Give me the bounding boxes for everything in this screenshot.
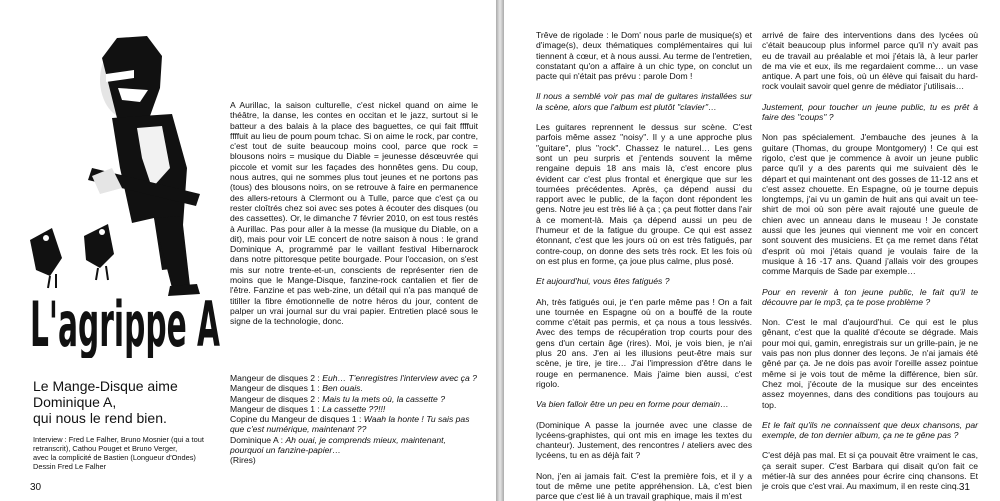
page-number: 30 (30, 482, 42, 493)
dialog-speaker: Dominique A (230, 434, 279, 445)
text-column-right (762, 30, 978, 501)
interview-question: Et aujourd'hui, vous êtes fatigués ? (536, 276, 670, 287)
interview-question: Va bien falloir être un peu en forme pour demain… (536, 399, 729, 410)
interview-answer: Ah, très fatigués oui, je t'en parle même pas ! On a fait une tournée en Espagne où on a bouffé de la route comme c'était pas permis, et ça nous a tous lessivés. Avec des temps de récupération trop courts pour des gens d'un certain âge (rires). Moi, je vois bien, je n'ai plus 20 ans. J'en ai les illusions peut-être mais sur scène, je tire, je tire… J'ai l'impression d'être dans le rouge en permanence. Mais j'aime bien aussi, c'est rigolo. (536, 296, 752, 389)
dialog-line: Mangeur de disques 2 : Euh… T'enregistres l'interview avec ça ? (230, 373, 477, 383)
left-page (0, 0, 496, 501)
dialog-block (230, 373, 478, 466)
page-number: 31 (958, 482, 970, 493)
interview-question: Il nous a semblé voir pas mal de guitares installées sur la scène, alors que l'album est plutôt "clavier"… (536, 91, 752, 112)
dialog-text: Mais tu la mets où, la cassette ? (322, 393, 445, 404)
text-column-left (536, 30, 752, 501)
interview-question: Et le fait qu'ils ne connaissent que deux chansons, par exemple, de ton dernier album, ça ne te gêne pas ? (762, 419, 978, 441)
dialog-line: Mangeur de disques 1 : Ben ouais. (230, 383, 363, 394)
birds-drawing (30, 224, 114, 288)
article-subtitle (33, 378, 178, 426)
dialog-speaker: Mangeur de disques 2 (230, 393, 316, 404)
dialog-text: Euh… T'enregistres l'interview avec ça ? (322, 373, 477, 383)
subtitle-line: Dominique A, (33, 394, 117, 410)
dialog-speaker: Mangeur de disques 2 (230, 373, 316, 383)
interview-answer: C'est déjà pas mal. Et si ça pouvait être vraiment le cas, ça serait super. C'est Barbara qui disait qu'on fait ce métier-là sur des années pour écrire cinq chansons. Et je crois que c'est vrai. Au maximum, il en reste cinq. (762, 450, 978, 492)
dialog-text: Ben ouais. (322, 383, 363, 394)
illustration-title-art (22, 18, 227, 358)
dialog-speaker: Mangeur de disques 1 (230, 383, 316, 394)
dialog-text: Ah ouai, je comprends mieux, maintenant, pourquoi un fanzine-papier… (230, 434, 446, 456)
credits-line: Interview : Fred Le Falher, Bruno Mosnier (qui a tout (33, 435, 204, 444)
dialog-text: Waah la honte ! Tu sais pas que c'est numérique, maintenant ?? (230, 414, 470, 435)
intro-column (230, 100, 478, 337)
dialog-line: (Rires) (230, 455, 256, 466)
credits-line: avec la complicité de Bastien (Longueur d'Ondes) (33, 453, 196, 462)
interview-answer: Les guitares reprennent le dessus sur scène. C'est parfois même assez "noisy". Il y a une approche plus "guitare", plus "rock". Chassez le naturel… Les gens sont un peu surpris et j'entends souvent la même rengaine depuis 18 ans mais là, c'est encore plus évident car c'est plus frontal et énergique que sur les tournées précédentes. Après, ça dépend aussi du rapport avec le public, de la façon dont répondent les gens. Notre jeu est très lié à ça ; ça peut flotter dans l'air à ce moment-là. Mais ça dépend aussi un peu de l'humeur et de la fatigue du groupe. Ce qui est assez étonnant, c'est que les jours où on est très fatigués, par contre-coup, on donne des sets très rock. Et les fois où on est plus en forme, ça joue plus calme, plus posé. (536, 122, 752, 266)
credits-line: retranscrit), Cathou Pouget et Bruno Verger, (33, 444, 178, 453)
credits-line: Dessin Fred Le Falher (33, 462, 107, 471)
interview-answer: Non pas spécialement. J'embauche des jeunes à la guitare (Thomas, du groupe Montgomery) ! Ce qui est rigolo, c'est que je commence à avoir un jeune public parce qu'il y a des parents qui me suivaient dès le départ et qui maintenant ont des gosses de 11-12 ans et c'est assez chouette. En Espagne, où je tourne depuis longtemps, j'ai vu un gamin de huit ans qui avait un tee-shirt de moi où son père avait rajouté une gueule de chien avec un anneau dans le museau ! Je constate aussi que les jeunes qui viennent me voir en concert sont souvent des musiciens. Et ça me remet dans l'état d'esprit où moi j'étais quand je voulais faire de la musique à 16 -17 ans. Quand j'allais voir des groupes comme Marquis de Sade par exemple… (762, 132, 978, 277)
dialog-line: Dominique A : Ah ouai, je comprends mieux, maintenant, pourquoi un fanzine-papier… (230, 434, 446, 456)
right-page (504, 0, 1000, 501)
interview-answer: arrivé de faire des interventions dans des lycées où c'était beaucoup plus informel parce qu'il n'y avait pas eu de travail au préalable et moi j'étais là, à leur parler de ma vie et eux, ils me regardaient comme… un vase antique. A part une fois, où un élève qui faisait du hard-rock voulait savoir quel genre de médiator j'utilisais… (762, 30, 978, 92)
interview-answer: Trêve de rigolade : le Dom' nous parle de musique(s) et d'image(s), deux thématiques complémentaires qui lui tiennent à cœur, et à nous aussi. Au terme de l'entretien, constatant qu'on a affaire à un chic type, on conclut un pacte qui n'était pas prévu : parole Dom ! (536, 30, 752, 82)
dialog-line: Copine du Mangeur de disques 1 : Waah la honte ! Tu sais pas que c'est numérique, maintenant ?? (230, 414, 470, 435)
dialog-line: Mangeur de disques 1 : La cassette ??!!! (230, 403, 386, 414)
interview-question: Pour en revenir à ton jeune public, le fait qu'il te découvre par le mp3, ça te pose problème ? (762, 286, 978, 307)
interview-answer: (Dominique A passe la journée avec une classe de lycéens-graphistes, qui ont mis en image les textes du chanteur). Justement, des rencontres / ateliers avec des lycéens, tu en as déjà fait ? (536, 419, 752, 461)
interview-question: Justement, pour toucher un jeune public, tu es prêt à faire des "coups" ? (762, 101, 978, 123)
dialog-speaker: Mangeur de disques 1 (230, 403, 316, 414)
interview-answer: Non, j'en ai jamais fait. C'est la première fois, et il y a tout de même une petite appréhension. Là, c'est bien parce que c'est lié à un travail graphique, mais il m'est (536, 470, 752, 501)
title-lettering: L'agrippe A (30, 288, 221, 358)
dialog-text: La cassette ??!!! (322, 403, 386, 414)
credits (33, 435, 204, 471)
intro-paragraph: A Aurillac, la saison culturelle, c'est nickel quand on aime le théâtre, la danse, les contes en occitan et le jazz, surtout si le batteur a des balais à la place des baguettes, ce qui fait ffffuit ffffuit au lieu de poum poum tchac. Si on aime le rock, par contre, c'est tout de suite beaucoup moins cool, parce que rock = blousons noirs = musique du Diable = jeunesse désœuvrée qui piccole et vomit sur les façades des honnêtes gens. Du coup, nous autres, qui ne sommes plus tout jeunes et ne portons pas (tous) des blousons noirs, on se retrouve à faire en permanence des allers-retours à Clermont ou à Tulle, parce que c'est ça ou rester cloîtrés chez soi avec ses potes à écouter des disques (ou des cassettes). Or, le dimanche 7 février 2010, on est tous restés à Aurillac. Pas pour aller à la messe (la musique du Diable, on a dit), mais pour voir LE concert de notre saison à nous : le grand Dominique A, programmé par le vaillant festival Hibernarock dans notre pittoresque petite bourgade. Pour l'occasion, on s'est mis sur notre trente-et-un, conscients de représenter rien de moins que le Mange-Disque, fanzine-rock cantalien et fier de l'être. Fanzine et pas web-zine, un détail qui n'a pas manqué de titiller la fibre émotionnelle de notre héros du jour, content de palper un vrai journal sur du vrai papier. Entretien placé sous le signe de la technologie, donc. (230, 100, 478, 327)
subtitle-line: Le Mange-Disque aime (33, 378, 178, 394)
dialog-speaker: Copine du Mangeur de disques 1 (230, 414, 357, 425)
dialog-line: Mangeur de disques 2 : Mais tu la mets où, la cassette ? (230, 393, 445, 404)
book-gutter (496, 0, 504, 501)
interview-answer: Non. C'est le mal d'aujourd'hui. Ce qui est le plus gênant, c'est que la qualité d'écoute se dégrade. Mais pour moi qui, gamin, enregistrais sur un grille-pain, je ne vais pas non plus donner des leçons. Je n'ai jamais été gêné par ça. Je ne dois pas avoir l'oreille assez pointue même si je vois tout de même la différence, bien sûr. Chez moi, j'écoute de la musique sur des enceintes assez moyennes, dans des conditions pas toujours au top. (762, 317, 978, 410)
subtitle-line: qui nous le rend bien. (33, 410, 167, 426)
